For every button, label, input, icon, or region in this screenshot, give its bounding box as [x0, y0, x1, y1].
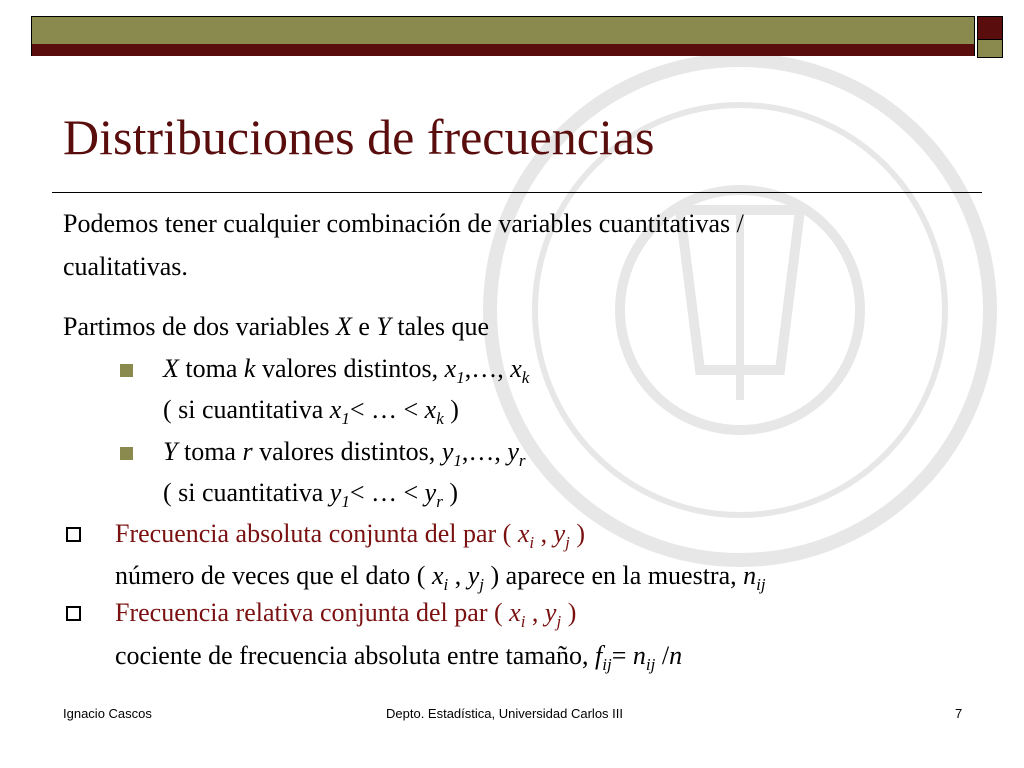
paragraph-line-2: cualitativas.	[63, 252, 188, 281]
top-decorative-bar	[31, 16, 975, 56]
slide-title: Distribuciones de frecuencias	[63, 109, 655, 165]
square-bullet-icon	[120, 447, 133, 460]
top-bar-olive-band	[32, 17, 974, 44]
footer-page-number: 7	[955, 706, 963, 721]
freq-rel-heading: Frecuencia relativa conjunta del par ( $x_i$ , $y_j$ )	[115, 598, 577, 631]
title-divider	[52, 192, 982, 193]
freq-rel-description: cociente de frecuencia absoluta entre tamaño, $f_{ij}= n_{ij}$ /n	[115, 641, 683, 674]
square-bullet-icon	[120, 364, 133, 377]
bullet-x-line-1: X toma k valores distintos, $x_1,\dots$, $x_k$	[163, 354, 530, 387]
freq-abs-heading: Frecuencia absoluta conjunta del par ( $x_i$ , $y_j$ )	[115, 519, 586, 552]
intro-line: Partimos de dos variables X e Y tales que	[63, 312, 490, 341]
top-bar-dark-band	[32, 44, 974, 56]
top-right-corner-block	[977, 16, 1003, 58]
corner-dark-square	[978, 17, 1002, 40]
footer-department: Depto. Estadística, Universidad Carlos III	[386, 706, 623, 721]
hollow-square-bullet-icon	[66, 527, 81, 542]
paragraph-line-1: Podemos tener cualquier combinación de variables cuantitativas /	[63, 209, 744, 238]
footer-author: Ignacio Cascos	[63, 706, 152, 721]
freq-abs-description: número de veces que el dato ( $x_i$ , $y_j$ ) aparece en la muestra, $n_{ij}$	[115, 561, 766, 594]
bullet-y-line-2: ( si cuantitativa $y_1<$ … < $y_r$ )	[163, 478, 458, 511]
bullet-y-line-1: Y toma r valores distintos, $y_1,\dots$, $y_r$	[163, 437, 526, 470]
bullet-x-line-2: ( si cuantitativa $x_1<$ … < $x_k$ )	[163, 395, 459, 428]
hollow-square-bullet-icon	[66, 606, 81, 621]
